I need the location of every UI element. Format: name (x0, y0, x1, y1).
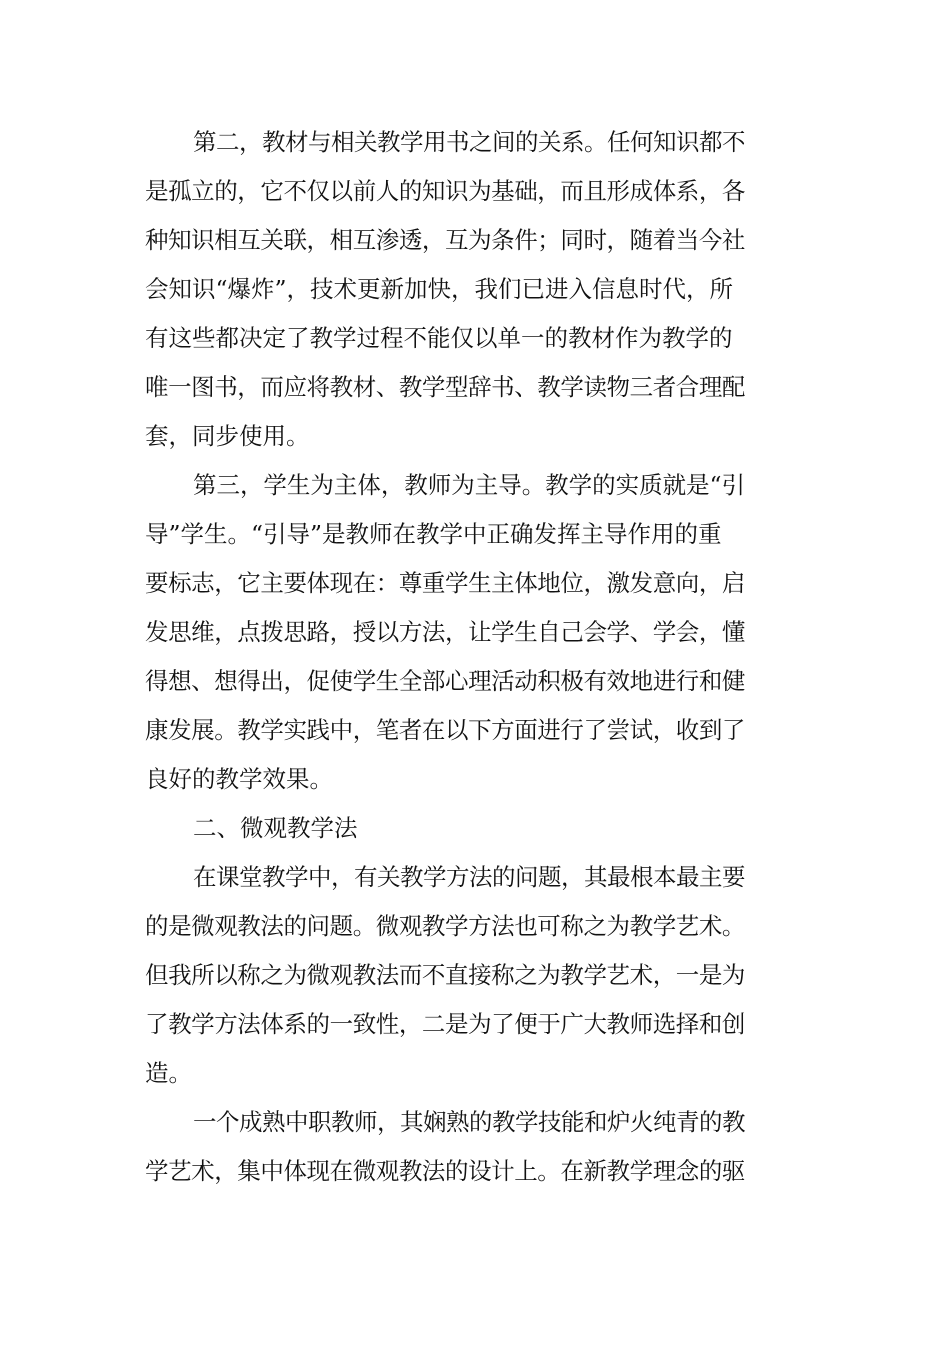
text-line: 种知识相互关联，相互渗透，互为条件；同时，随着当今社 (145, 226, 746, 254)
text-line: 了教学方法体系的一致性，二是为了便于广大教师选择和创 (145, 1010, 746, 1038)
text-line: 第三，学生为主体，教师为主导。教学的实质就是“引 (193, 471, 746, 499)
text-line: 造。 (145, 1059, 192, 1087)
text-line: 一个成熟中职教师，其娴熟的教学技能和炉火纯青的教 (193, 1108, 745, 1136)
text-line: 要标志，它主要体现在：尊重学生主体地位，激发意向，启 (145, 569, 746, 597)
text-line: 会知识“爆炸”，技术更新加快，我们已进入信息时代，所 (145, 275, 734, 303)
text-line: 导”学生。“引导”是教师在教学中正确发挥主导作用的重 (145, 520, 722, 548)
text-line: 套，同步使用。 (145, 422, 310, 450)
text-line: 得想、想得出，促使学生全部心理活动积极有效地进行和健 (145, 667, 746, 695)
text-line: 良好的教学效果。 (145, 765, 333, 793)
text-line: 发思维，点拨思路，授以方法，让学生自己会学、学会，懂 (145, 618, 746, 646)
text-line: 学艺术，集中体现在微观教法的设计上。在新教学理念的驱 (145, 1157, 746, 1185)
text-line: 的是微观教法的问题。微观教学方法也可称之为教学艺术。 (145, 912, 746, 940)
text-line: 但我所以称之为微观教法而不直接称之为教学艺术，一是为 (145, 961, 746, 989)
section-heading: 二、微观教学法 (193, 814, 358, 842)
text-line: 第二，教材与相关教学用书之间的关系。任何知识都不 (193, 128, 745, 156)
text-line: 唯一图书，而应将教材、教学型辞书、教学读物三者合理配 (145, 373, 746, 401)
text-line: 在课堂教学中，有关教学方法的问题，其最根本最主要 (193, 863, 745, 891)
text-line: 康发展。教学实践中，笔者在以下方面进行了尝试，收到了 (145, 716, 746, 744)
text-line: 是孤立的，它不仅以前人的知识为基础，而且形成体系，各 (145, 177, 746, 205)
document-body (145, 118, 745, 1196)
text-line: 有这些都决定了教学过程不能仅以单一的教材作为教学的 (145, 324, 733, 352)
